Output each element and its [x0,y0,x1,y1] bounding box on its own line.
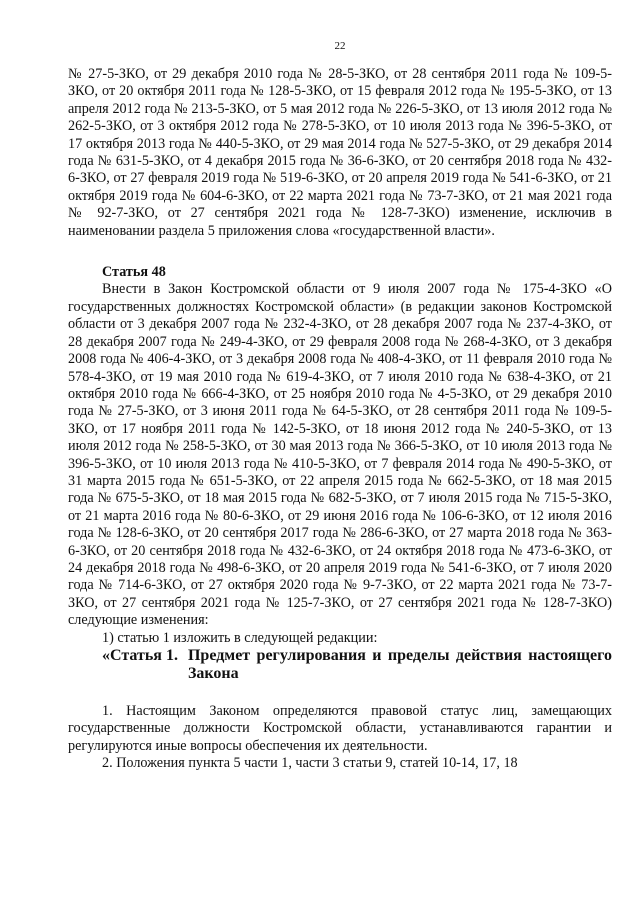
spacer [68,683,612,703]
page-number: 22 [334,40,346,52]
clause-2: 2. Положения пункта 5 части 1, части 3 статьи 9, статей 10-14, 17, 18 [102,755,518,772]
paragraph-continuation: № 27-5-ЗКО, от 29 декабря 2010 года № 28-5-ЗКО, от 28 сентября 2011 года № 109-5-ЗКО, от 20 октября 2011 года № 128-5-ЗКО, от 15 февраля 2012 года № 195-5-ЗКО, от 13 апреля 2012 года № 213-5-ЗКО, от 5 мая 2012 года № 226-5-ЗКО, от 13 июля 2012 года № 262-5-ЗКО, от 3 октября 2012 года № 278-5-ЗКО, от 10 июля 2013 года № 396-5-ЗКО, от 17 октября 2013 года № 440-5-ЗКО, от 29 мая 2014 года № 527-5-ЗКО, от 29 декабря 2014 года № 631-5-ЗКО, от 4 декабря 2015 года № 36-6-ЗКО, от 20 сентября 2018 года № 432-6-ЗКО, от 27 февраля 2019 года № 519-6-ЗКО, от 20 апреля 2019 года № 541-6-ЗКО, от 21 октября 2019 года № 604-6-ЗКО, от 22 марта 2021 года № 73-7-ЗКО, от 21 мая 2021 года № 92-7-ЗКО, от 27 сентября 2021 года № 128-7-ЗКО) изменение, исключив в наименовании раздела 5 приложения слова «государственной власти». [68,66,612,239]
quoted-article-heading [68,647,612,683]
quoted-article-label: «Статья 1. [102,647,178,664]
article-body: Внести в Закон Костромской области от 9 июля 2007 года № 175-4-ЗКО «О государственных должностях Костромской области» (в редакции законов Костромской области от 3 декабря 2007 года № 232-4-ЗКО, от 28 декабря 2007 года № 237-4-ЗКО, от 28 декабря 2007 года № 249-4-ЗКО, от 29 февраля 2008 года № 268-4-ЗКО, от 3 декабря 2008 года № 406-4-ЗКО, от 3 декабря 2008 года № 408-4-ЗКО, от 11 февраля 2010 года № 578-4-ЗКО, от 19 мая 2010 года № 619-4-ЗКО, от 7 июля 2010 года № 638-4-ЗКО, от 21 октября 2010 года № 666-4-ЗКО, от 25 ноября 2010 года № 4-5-ЗКО, от 29 декабря 2010 года № 27-5-ЗКО, от 3 июня 2011 года № 64-5-ЗКО, от 28 сентября 2011 года № 109-5-ЗКО, от 17 ноября 2011 года № 142-5-ЗКО, от 18 июня 2012 года № 240-5-ЗКО, от 13 июля 2012 года № 258-5-ЗКО, от 30 мая 2013 года № 366-5-ЗКО, от 10 июля 2013 года № 396-5-ЗКО, от 10 июля 2013 года № 410-5-ЗКО, от 7 февраля 2014 года № 490-5-ЗКО, от 31 марта 2015 года № 651-5-ЗКО, от 22 апреля 2015 года № 662-5-ЗКО, от 18 мая 2015 года № 675-5-ЗКО, от 18 мая 2015 года № 682-5-ЗКО, от 7 июля 2015 года № 715-5-ЗКО, от 21 марта 2016 года № 80-6-ЗКО, от 29 июня 2016 года № 106-6-ЗКО, от 12 июля 2016 года № 128-6-ЗКО, от 20 сентября 2017 года № 286-6-ЗКО, от 27 марта 2018 года № 363-6-ЗКО, от 20 сентября 2018 года № 432-6-ЗКО, от 24 октября 2018 года № 473-6-ЗКО, от 24 декабря 2018 года № 498-6-ЗКО, от 20 апреля 2019 года № 541-6-ЗКО, от 7 июля 2020 года № 714-6-ЗКО, от 27 октября 2020 года № 9-7-ЗКО, от 22 марта 2021 года № 73-7-ЗКО, от 27 сентября 2021 года № 125-7-ЗКО, от 27 сентября 2021 года № 128-7-ЗКО) следующие изменения: [68,281,612,629]
amendment-item-1: 1) статью 1 изложить в следующей редакции: [102,629,378,646]
clause-1: 1. Настоящим Законом определяются правовой статус лиц, замещающих государственные должности Костромской области, устанавливаются гарантии и регулируются иные вопросы обеспечения их деятельности. [68,703,612,754]
quoted-article-title: Предмет регулирования и пределы действия настоящего Закона [187,647,612,682]
article-heading: Статья 48 [102,264,166,281]
